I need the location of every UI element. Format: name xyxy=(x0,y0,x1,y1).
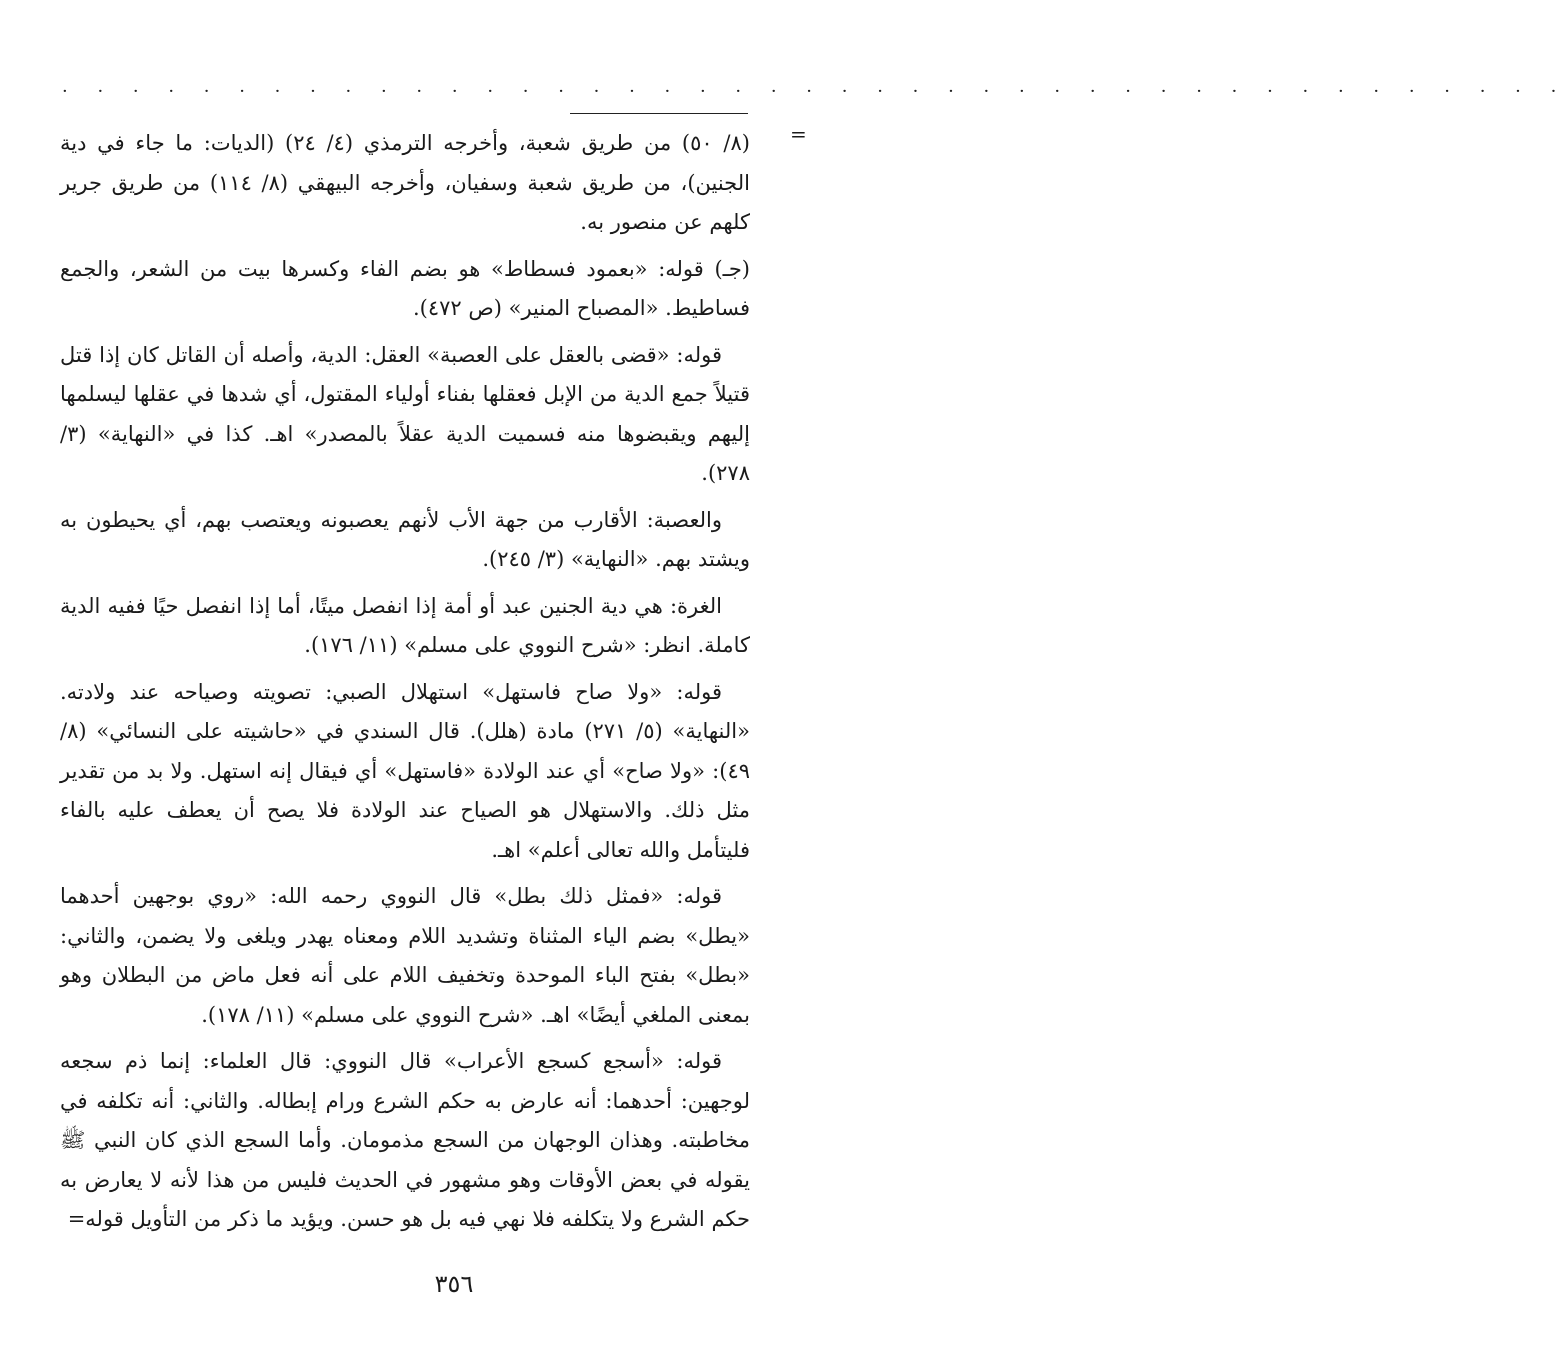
footnote-paragraph-5: الغرة: هي دية الجنين عبد أو أمة إذا انفصل ميتًا، أما إذا انفصل حيًا ففيه الدية كاملة. انظر: «شرح النووي على مسلم» (١١/ ١٧٦). xyxy=(60,593,750,657)
footnote-separator-rule xyxy=(570,113,748,114)
footnote-continuation-marker: = xyxy=(790,122,807,146)
footnote-paragraph-8: قوله: «أسجع كسجع الأعراب» قال النووي: قال العلماء: إنما ذم سجعه لوجهين: أحدهما: أنه عارض به حكم الشرع ورام إبطاله. والثاني: أنه تكلفه في مخاطبته. وهذان الوجهان من السجع مذمومان. وأما السجع الذي كان النبي ﷺ يقوله في بعض الأوقات وهو مشهور في الحديث فليس من هذا لأنه لا يعارض به حكم الشرع ولا يتكلفه فلا نهي فيه بل هو حسن. ويؤيد ما ذكر من التأويل قوله= xyxy=(60,1049,750,1231)
footnote-paragraph-4: والعصبة: الأقارب من جهة الأب لأنهم يعصبونه ويعتصب بهم، أي يحيطون به ويشتد بهم. «النهاية» (٣/ ٢٤٥). xyxy=(60,507,750,571)
footnote-paragraph-6: قوله: «ولا صاح فاستهل» استهلال الصبي: تصويته وصياحه عند ولادته. «النهاية» (٥/ ٢٧١) مادة (هلل). قال السندي في «حاشيته على النسائي» (٨/ ٤٩): «ولا صاح» أي عند الولادة «فاستهل» أي فيقال إنه استهل. ولا بد من تقدير مثل ذلك. والاستهلال هو الصياح عند الولادة فلا يصح أن يعطف عليه بالفاء فليتأمل والله تعالى أعلم» اهـ. xyxy=(60,679,750,862)
footnote-paragraph-3: قوله: «قضى بالعقل على العصبة» العقل: الدية، وأصله أن القاتل كان إذا قتل قتيلاً جمع الدية من الإبل فعقلها بفناء أولياء المقتول، أي شدها في عقلها ليسلمها إليهم ويقبضوها منه فسميت الدية عقلاً بالمصدر» اهـ. كذا في «النهاية» (٣/ ٢٧٨). xyxy=(60,342,750,485)
page-number: ٣٥٦ xyxy=(434,1270,474,1298)
header-dot-leader: · · · · · · · · · · · · · · · · · · · · · · · · · · · · · · · · · · · · · · · · · · · xyxy=(62,81,1568,102)
footnote-paragraph-1: (٨/ ٥٠) من طريق شعبة، وأخرجه الترمذي (٤/ ٢٤) (الديات: ما جاء في دية الجنين)، من طريق شعبة وسفيان، وأخرجه البيهقي (٨/ ١١٤) من طريق جرير كلهم عن منصور به. xyxy=(60,131,750,234)
footnote-paragraph-2: (جـ) قوله: «بعمود فسطاط» هو بضم الفاء وكسرها بيت من الشعر، والجمع فساطيط. «المصباح المنير» (ص ٤٧٢). xyxy=(60,256,750,320)
footnote-paragraph-7: قوله: «فمثل ذلك بطل» قال النووي رحمه الله: «روي بوجهين أحدهما «يطل» بضم الياء المثناة وتشديد اللام ومعناه يهدر ويلغى ولا يضمن، والثاني: «بطل» بفتح الباء الموحدة وتخفيف اللام على أنه فعل ماض من البطلان وهو بمعنى الملغي أيضًا» اهـ. «شرح النووي على مسلم» (١١/ ١٧٨). xyxy=(60,884,750,1027)
footnotes-body xyxy=(60,124,750,1247)
